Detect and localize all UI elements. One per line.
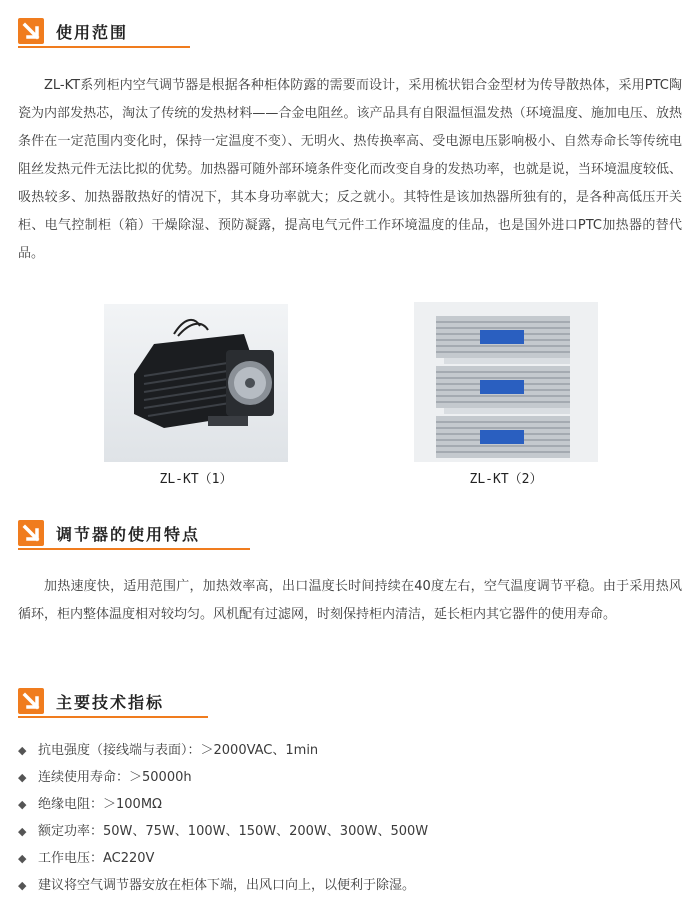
section-underline [18,46,190,48]
spec-text: 额定功率：50W、75W、100W、150W、200W、300W、500W [38,824,429,839]
spec-text: 建议将空气调节器安放在柜体下端，出风口向上，以便利于除湿。 [38,878,416,893]
section-header-features [18,520,250,550]
arrow-down-right-icon [18,688,44,714]
spec-item [18,737,428,764]
product-figure-1 [104,304,288,490]
section-underline [18,548,250,550]
product-photo-1 [104,304,288,462]
arrow-down-right-icon [18,18,44,44]
section-header-specs [18,688,208,718]
usage-scope-paragraph: ZL-KT系列柜内空气调节器是根据各种柜体防露的需要而设计，采用梳状铝合金型材为传导散热体，采用PTC陶瓷为内部发热芯，淘汰了传统的发热材料——合金电阻丝。该产品具有自限温恒温发热（环境温度、施加电压、放热条件在一定范围内变化时，保持一定温度不变）、无明火、热传换率高、受电源电压影响极小、自然寿命长等传统电阻丝发热元件无法比拟的优势。加热器可随外部环境条件变化而改变自身的发热功率，也就是说，当环境温度较低、吸热较多、加热器散热好的情况下，其本身功率就大；反之就小。其特性是该加热器所独有的，是各种高低压开关柜、电气控制柜（箱）干燥除湿、预防凝露，提高电气元件工作环境温度的佳品，也是国外进口PTC加热器的替代品。 [18,78,682,261]
spec-item [18,872,428,899]
arrow-down-right-icon [18,520,44,546]
spec-item [18,791,428,818]
spec-text: 工作电压：AC220V [38,851,155,866]
spec-text: 连续使用寿命：＞50000h [38,770,192,785]
diamond-bullet-icon: ◆ [18,744,27,757]
spec-item [18,764,428,791]
product-figure-2 [414,302,598,490]
figure-caption: ZL-KT（1） [159,472,233,487]
spec-item [18,818,428,845]
spec-item [18,845,428,872]
diamond-bullet-icon: ◆ [18,852,27,865]
product-photo-2 [414,302,598,462]
section-header-usage-scope [18,18,190,48]
section-underline [18,716,208,718]
spec-text: 抗电强度（接线端与表面）：＞2000VAC、1min [38,743,319,758]
spec-list [18,737,428,899]
section-title: 主要技术指标 [56,693,165,712]
figure-caption: ZL-KT（2） [469,472,543,487]
features-paragraph: 加热速度快，适用范围广，加热效率高，出口温度长时间持续在40度左右，空气温度调节平稳。由于采用热风循环，柜内整体温度相对较均匀。风机配有过滤网，时刻保持柜内清洁，延长柜内其它器件的使用寿命。 [18,579,682,622]
section-title: 使用范围 [56,23,129,42]
diamond-bullet-icon: ◆ [18,825,27,838]
diamond-bullet-icon: ◆ [18,879,27,892]
section-title: 调节器的使用特点 [56,525,201,544]
diamond-bullet-icon: ◆ [18,771,27,784]
spec-text: 绝缘电阻：＞100MΩ [38,797,162,812]
diamond-bullet-icon: ◆ [18,798,27,811]
